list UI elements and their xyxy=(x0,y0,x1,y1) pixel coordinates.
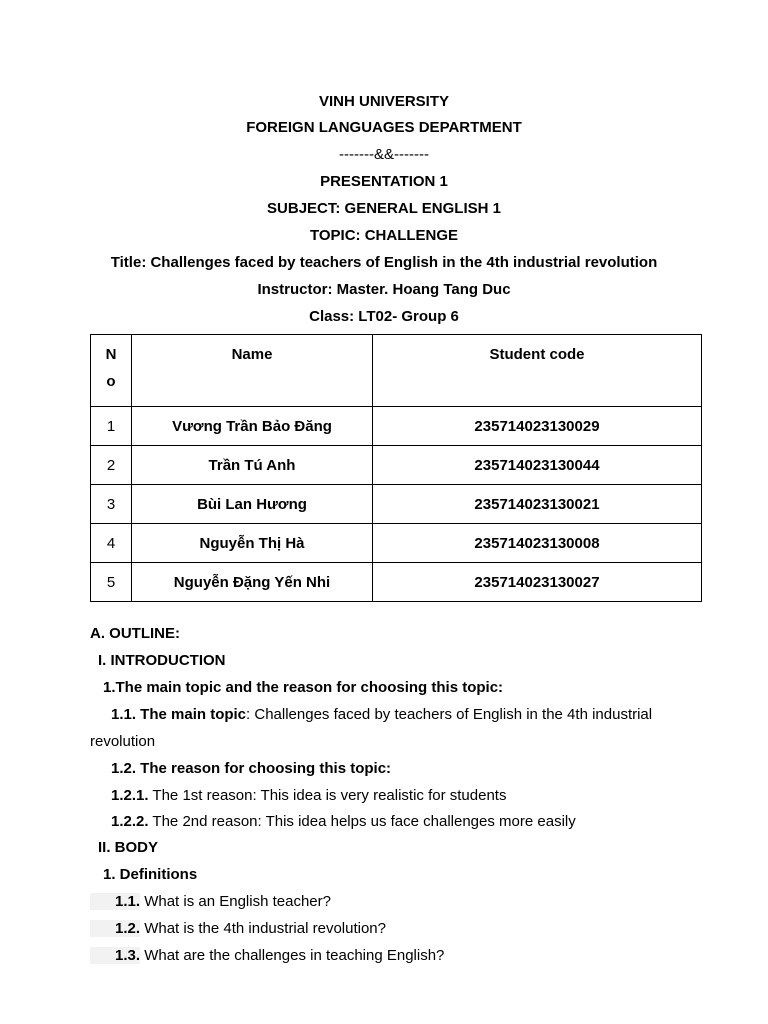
subject-label: SUBJECT: GENERAL ENGLISH 1 xyxy=(267,200,501,217)
student-name: Nguyễn Đặng Yến Nhi xyxy=(132,563,373,602)
section-introduction: I. INTRODUCTION xyxy=(98,652,226,669)
body-item-definitions: 1. Definitions xyxy=(103,866,198,883)
header-no-line1: N xyxy=(105,346,117,363)
item-1-2-2-label: 1.2.2. xyxy=(111,813,149,830)
outline-item-1-2-2 xyxy=(111,812,576,832)
row-number: 2 xyxy=(91,446,132,485)
def-1-1-label: 1.1. xyxy=(115,893,141,910)
student-name: Nguyễn Thị Hà xyxy=(132,524,373,563)
header-student-code: Student code xyxy=(373,335,702,407)
row-number: 1 xyxy=(91,407,132,446)
student-name: Vương Trần Bảo Đăng xyxy=(132,407,373,446)
student-name: Bùi Lan Hương xyxy=(132,485,373,524)
section-body: II. BODY xyxy=(98,839,159,856)
def-1-3-label: 1.3. xyxy=(115,947,141,964)
def-1-2-text: What is the 4th industrial revolution? xyxy=(140,920,386,937)
item-1-2-2-text: The 2nd reason: This idea helps us face challenges more easily xyxy=(148,813,576,830)
presentation-label: PRESENTATION 1 xyxy=(320,173,448,190)
department-name: FOREIGN LANGUAGES DEPARTMENT xyxy=(246,119,522,136)
table-header-row xyxy=(91,335,702,407)
document-title: Title: Challenges faced by teachers of English in the 4th industrial revolution xyxy=(110,254,658,271)
table-row xyxy=(91,407,702,446)
outline-item-1-1-continued: revolution xyxy=(90,733,156,750)
def-1-1-text: What is an English teacher? xyxy=(140,893,331,910)
outline-heading: A. OUTLINE: xyxy=(90,625,180,642)
outline-item-1-2: 1.2. The reason for choosing this topic: xyxy=(111,760,392,777)
table-row xyxy=(91,485,702,524)
definition-item-1-3-shade xyxy=(90,947,140,964)
definition-item-1-3 xyxy=(115,946,444,966)
definition-item-1-2-shade xyxy=(90,920,140,937)
header-name: Name xyxy=(132,335,373,407)
definition-item-1-2 xyxy=(115,919,386,939)
row-number: 5 xyxy=(91,563,132,602)
class-label: Class: LT02- Group 6 xyxy=(309,308,459,325)
student-code: 235714023130008 xyxy=(373,524,702,563)
outline-item-1: 1.The main topic and the reason for choosing this topic: xyxy=(103,679,504,696)
table-row xyxy=(91,563,702,602)
item-1-1-text: : Challenges faced by teachers of English in the 4th industrial xyxy=(246,706,653,723)
instructor-label: Instructor: Master. Hoang Tang Duc xyxy=(257,281,511,298)
table-row xyxy=(91,524,702,563)
student-name: Trần Tú Anh xyxy=(132,446,373,485)
item-1-1-label: 1.1. The main topic xyxy=(111,706,247,723)
student-code: 235714023130027 xyxy=(373,563,702,602)
university-name: VINH UNIVERSITY xyxy=(318,93,450,110)
header-no xyxy=(91,335,132,407)
student-code: 235714023130029 xyxy=(373,407,702,446)
separator-line: -------&&------- xyxy=(339,146,429,163)
row-number: 4 xyxy=(91,524,132,563)
def-1-2-label: 1.2. xyxy=(115,920,141,937)
outline-item-1-1 xyxy=(111,705,652,725)
topic-label: TOPIC: CHALLENGE xyxy=(309,227,459,244)
def-1-3-text: What are the challenges in teaching English? xyxy=(140,947,445,964)
student-code: 235714023130021 xyxy=(373,485,702,524)
item-1-2-1-text: The 1st reason: This idea is very realistic for students xyxy=(148,787,507,804)
header-no-line2: o xyxy=(106,373,116,390)
student-code: 235714023130044 xyxy=(373,446,702,485)
definition-item-1-1-shade xyxy=(90,893,140,910)
student-table xyxy=(90,334,702,602)
table-row xyxy=(91,446,702,485)
definition-item-1-1 xyxy=(115,892,331,912)
outline-item-1-2-1 xyxy=(111,786,506,806)
item-1-2-1-label: 1.2.1. xyxy=(111,787,149,804)
row-number: 3 xyxy=(91,485,132,524)
